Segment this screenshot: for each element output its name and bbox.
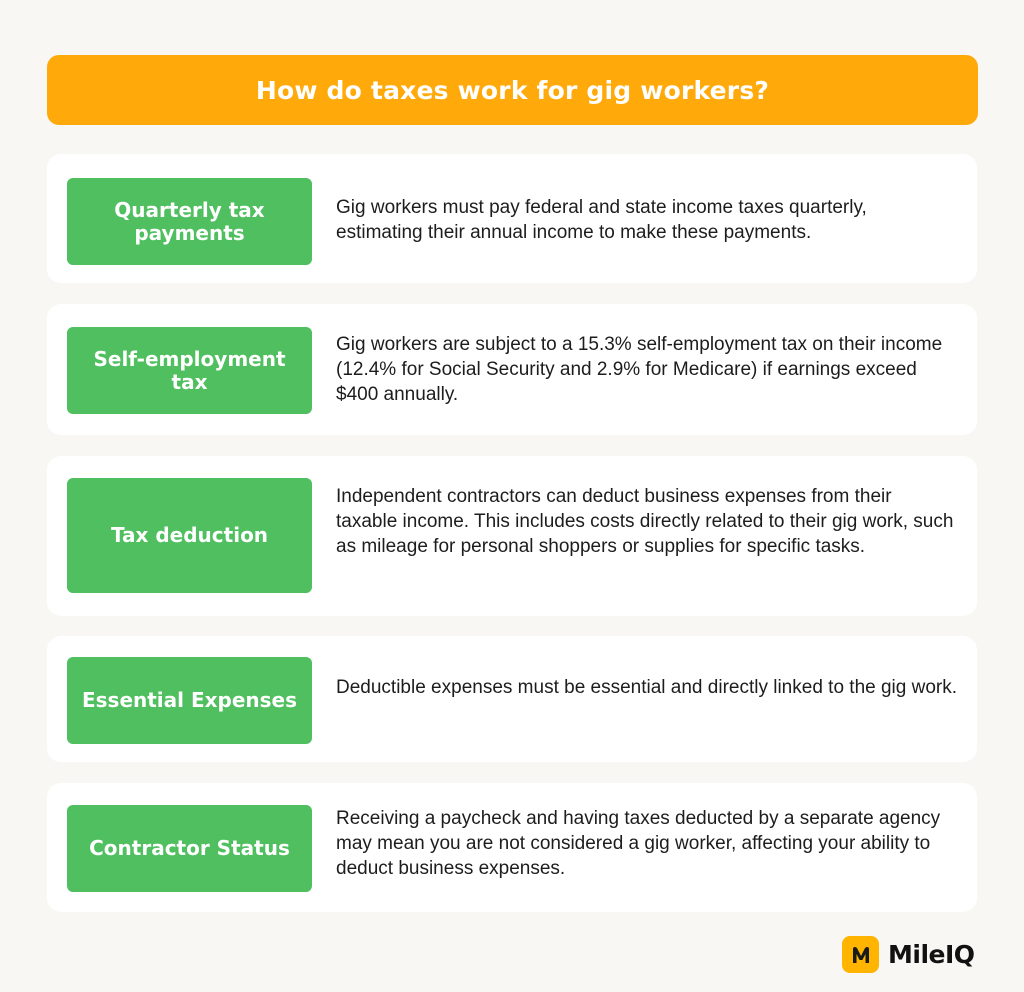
card-description: Independent contractors can deduct business expenses from their taxable income. This includes costs directly related to their gig work, such as mileage for personal shoppers or supplies for specific tasks. <box>336 486 954 557</box>
mileiq-logo-icon <box>842 936 879 973</box>
card-label-box <box>67 327 312 414</box>
card-label-box <box>67 478 312 593</box>
card-description: Deductible expenses must be essential and directly linked to the gig work. <box>336 677 958 698</box>
card-label-box <box>67 178 312 265</box>
card-label: Self-employment tax <box>93 346 286 394</box>
info-card-self-employment <box>47 304 977 435</box>
card-label-box <box>67 805 312 892</box>
info-card-quarterly-tax <box>47 154 977 283</box>
page-title: How do taxes work for gig workers? <box>255 75 770 105</box>
card-description: Gig workers must pay federal and state income taxes quarterly, estimating their annual income to make these payments. <box>336 197 867 243</box>
brand-name: MileIQ <box>888 940 975 969</box>
card-label: Contractor Status <box>89 836 290 860</box>
page-title-banner <box>47 55 978 125</box>
info-card-tax-deduction <box>47 456 977 616</box>
card-description: Gig workers are subject to a 15.3% self-employment tax on their income (12.4% for Social Security and 2.9% for Medicare) if earnings exceed $400 annually. <box>336 334 943 405</box>
card-label-box <box>67 657 312 744</box>
card-description: Receiving a paycheck and having taxes deducted by a separate agency may mean you are not considered a gig worker, affecting your ability to deduct business expenses. <box>336 808 941 879</box>
card-label: Tax deduction <box>110 523 269 547</box>
info-card-essential-expenses <box>47 636 977 762</box>
card-label: Quarterly tax payments <box>114 197 265 245</box>
info-card-contractor-status <box>47 783 977 912</box>
card-label: Essential Expenses <box>81 688 298 712</box>
brand-logo <box>842 936 975 973</box>
logo-m-glyph <box>849 943 873 967</box>
